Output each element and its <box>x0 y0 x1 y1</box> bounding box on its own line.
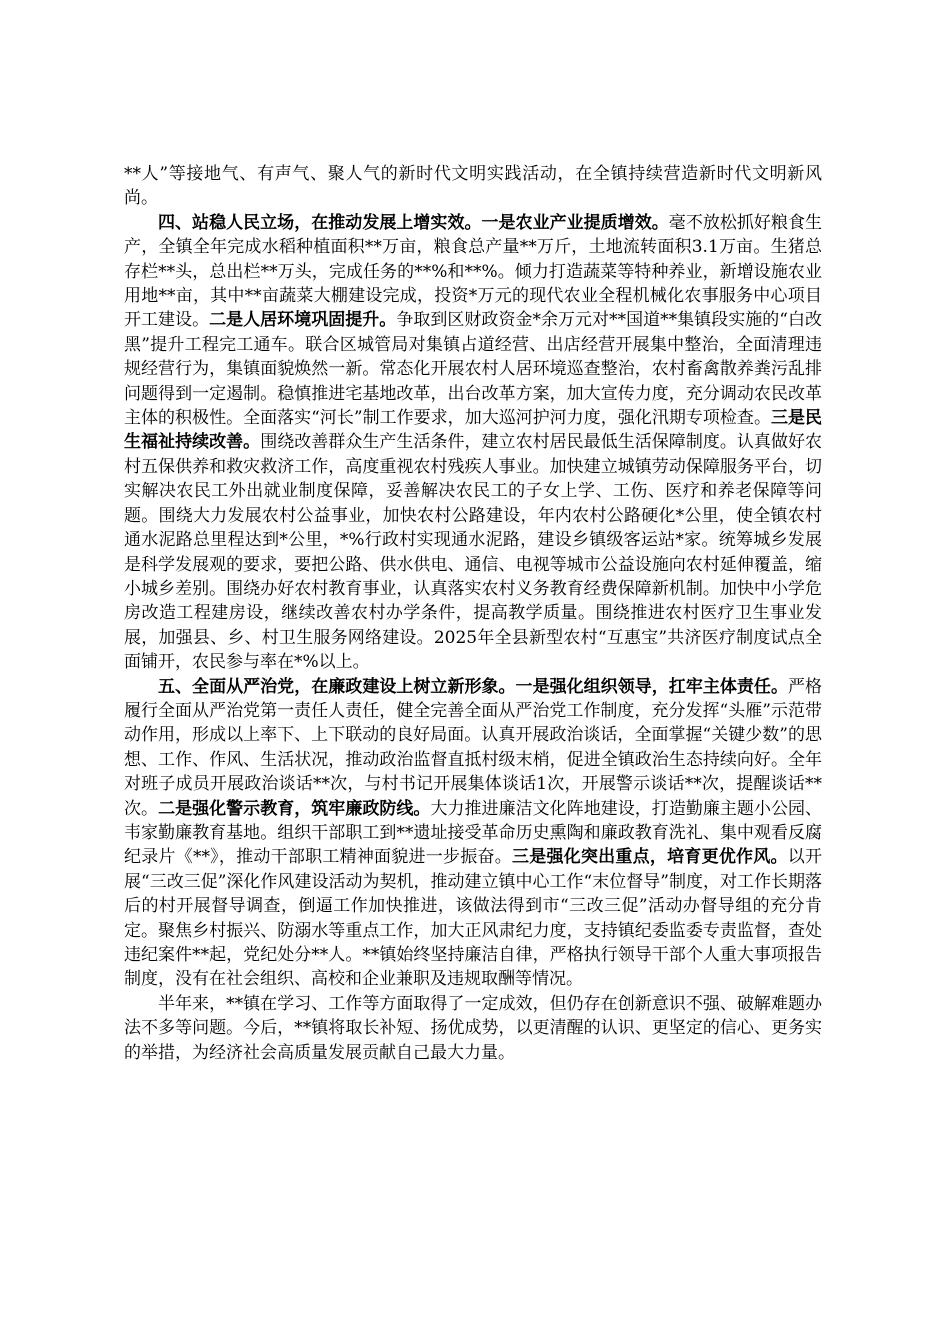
paragraph-3-text-1: 严格履行全面从严治党第一责任人责任，健全完善全面从严治党工作制度，充分发挥“头雁”示范带动作用，形成以上率下、上下联动的良好局面。认真开展政治谈话，全面掌握“关键少数”的思想、工作、作风、生活状况，推动政治监督直抵村级末梢，促进全镇政治生态持续向好。全年对班子成员开展政治谈话**次，与村书记开展集体谈话1次，开展警示谈话**次，提醒谈话**次。 <box>124 676 823 819</box>
paragraph-3-text-3: 以开展“三改三促”深化作风建设活动为契机，推动建立镇中心工作“末位督导”制度，对工作长期落后的村开展督导调查，倒逼工作加快推进，该做法得到市“三改三促”活动办督导组的充分肯定。聚焦乡村振兴、防溺水等重点工作，加大正风肃纪力度，支持镇纪委监委专责监督，查处违纪案件**起，党纪处分**人。**镇始终坚持廉洁自律，严格执行领导干部个人重大事项报告制度，没有在社会组织、高校和企业兼职及违规取酬等情况。 <box>124 847 823 990</box>
paragraph-4-text: 半年来，**镇在学习、工作等方面取得了一定成效，但仍存在创新意识不强、破解难题办法不多等问题。今后，**镇将取长补短、扬优成势，以更清醒的认识、更坚定的信心、更务实的举措，为经济社会高质量发展贡献自己最大力量。 <box>124 993 822 1063</box>
paragraph-1-text: **人”等接地气、有声气、聚人气的新时代文明实践活动，在全镇持续营造新时代文明新风尚。 <box>124 164 822 209</box>
subheading-warning-education: 二是强化警示教育，筑牢廉政防线。 <box>158 798 431 819</box>
subheading-livelihood: 三是民生福祉持续改善。 <box>124 408 822 453</box>
paragraph-2 <box>124 211 822 675</box>
paragraph-2-text-2: 争取到区财政资金*余万元对**国道**集镇段实施的“白改黑”提升工程完工通车。联合区城管局对集镇占道经营、出店经营开展集中整治，全面清理违规经营行为，集镇面貌焕然一新。常态化开展农村人居环境巡查整治，农村畜禽散养粪污乱排问题得到一定遏制。稳慎推进宅基地改革，出台改革方案，加大宣传力度，充分调动农民改革主体的积极性。全面落实“河长”制工作要求，加大巡河护河力度，强化汛期专项检查。 <box>124 310 823 429</box>
section-five-heading: 五、全面从严治党，在廉政建设上树立新形象。一是强化组织领导，扛牢主体责任。 <box>158 676 788 697</box>
document-page <box>124 162 822 1065</box>
paragraph-2-text-1: 毫不放松抓好粮食生产，全镇全年完成水稻种植面积**万亩，粮食总产量**万斤，土地流转面积3.1万亩。生猪总存栏**头，总出栏**万头，完成任务的**%和**%。倾力打造蔬菜等特种养业，新增设施农业用地**亩，其中**亩蔬菜大棚建设完成，投资*万元的现代农业全程机械化农事服务中心项目开工建设。 <box>124 212 823 331</box>
paragraph-3-text-2: 大力推进廉洁文化阵地建设，打造勤廉主题小公园、韦家勤廉教育基地。组织干部职工到**遗址接受革命历史熏陶和廉政教育洗礼、集中观看反腐纪录片《**》，推动干部职工精神面貌进一步振奋。 <box>124 798 823 868</box>
section-four-heading: 四、站稳人民立场，在推动发展上增实效。一是农业产业提质增效。 <box>158 212 669 233</box>
paragraph-2-text-3: 围绕改善群众生产生活条件，建立农村居民最低生活保障制度。认真做好农村五保供养和救灾救济工作，高度重视农村残疾人事业。加快建立城镇劳动保障服务平台，切实解决农民工外出就业制度保障，妥善解决农民工的子女上学、工伤、医疗和养老保障等问题。围绕大力发展农村公益事业，加快农村公路建设，年内农村公路硬化*公里，使全镇农村通水泥路总里程达到*公里，*%行政村实现通水泥路，建设乡镇级客运站*家。统筹城乡发展是科学发展观的要求，要把公路、供水供电、通信、电视等城市公益设施向农村延伸覆盖，缩小城乡差别。围绕办好农村教育事业，认真落实农村义务教育经费保障新机制。加快中小学危房改造工程建房设，继续改善农村办学条件，提高教学质量。围绕推进农村医疗卫生事业发展，加强县、乡、村卫生服务网络建设。2025年全县新型农村“互惠宝”共济医疗制度试点全面铺开，农民参与率在*%以上。 <box>124 432 823 673</box>
paragraph-4 <box>124 992 822 1065</box>
subheading-living-environment: 二是人居环境巩固提升。 <box>209 310 397 331</box>
subheading-work-style: 三是强化突出重点，培育更优作风。 <box>511 847 788 868</box>
paragraph-3 <box>124 675 822 992</box>
paragraph-1 <box>124 162 822 211</box>
